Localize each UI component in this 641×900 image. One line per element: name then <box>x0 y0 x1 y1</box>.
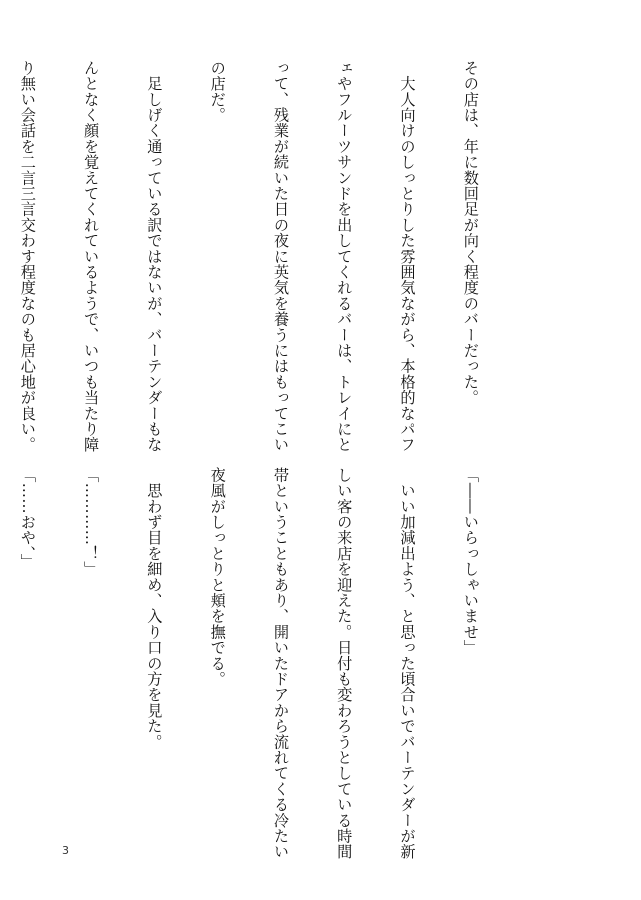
text-line: その店は、年に数回足が向く程度のバーだった。 <box>461 60 480 406</box>
text-line: 夜風がしっとりと頬を撫でる。 <box>208 467 227 687</box>
text-line: 思わず目を細め、入り口の方を見た。 <box>145 467 164 750</box>
text-line: しい客の来店を迎えた。日付も変わろうとしている時間 <box>335 467 354 860</box>
text-line: 「――いらっしゃいませ」 <box>461 467 480 656</box>
text-line: 「……おや、」 <box>18 467 37 570</box>
text-line: いい加減出よう、と思った頃合いでバーテンダーが新 <box>398 467 417 860</box>
text-line: 足しげく通っている訳ではないが、バーテンダーもな <box>145 60 164 453</box>
text-line: ェやフルーツサンドを出してくれるバーは、トレイにと <box>335 60 354 453</box>
text-line: んとなく顔を覚えてくれているようで、いつも当たり障 <box>82 60 101 453</box>
text-line: 大人向けのしっとりした雰囲気ながら、本格的なパフ <box>398 60 417 453</box>
bottom-text-block <box>0 467 523 860</box>
text-line: り無い会話を二言三言交わす程度なのも居心地が良い。 <box>18 60 37 453</box>
text-line: 帯ということもあり、開いたドアから流れてくる冷たい <box>271 467 290 860</box>
text-line: って、残業が続いた日の夜に英気を養うにはもってこい <box>271 60 290 453</box>
top-text-block <box>0 60 523 453</box>
text-line: 「…………！」 <box>82 467 101 577</box>
text-line: の店だ。 <box>208 60 227 123</box>
page-number: 3 <box>62 844 69 857</box>
